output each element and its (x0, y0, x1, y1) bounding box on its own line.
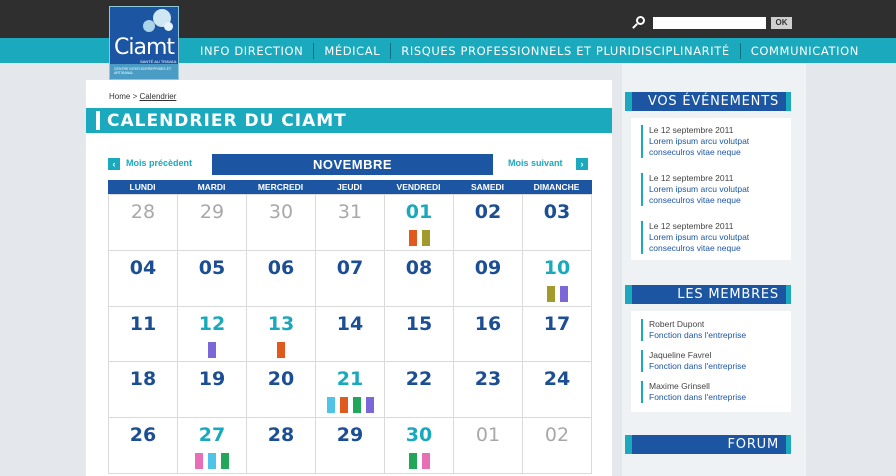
event-marker[interactable] (327, 397, 335, 413)
day-number: 30 (405, 424, 433, 447)
event-marker[interactable] (409, 453, 417, 469)
day-number: 29 (336, 424, 364, 447)
current-month: NOVEMBRE (212, 154, 493, 175)
event-marker[interactable] (208, 342, 216, 358)
calendar-day-cell[interactable] (109, 195, 177, 250)
header-accent (786, 435, 791, 454)
event-marker[interactable] (366, 397, 374, 413)
calendar-day-cell[interactable] (523, 418, 591, 473)
members-header (625, 285, 791, 304)
calendar-day-cell[interactable] (316, 418, 384, 473)
day-number: 12 (198, 312, 226, 335)
calendar-day-cell[interactable] (385, 418, 453, 473)
day-number: 30 (268, 201, 294, 223)
breadcrumb-current[interactable]: Calendrier (139, 92, 177, 101)
day-number: 15 (405, 312, 433, 335)
calendar-day-cell[interactable] (316, 307, 384, 362)
day-number: 03 (543, 201, 571, 223)
day-number: 19 (198, 368, 226, 391)
next-month-arrow-icon[interactable]: › (576, 158, 588, 170)
day-number: 09 (474, 256, 502, 279)
calendar-day-cell[interactable] (454, 418, 522, 473)
calendar-day-cell[interactable] (178, 418, 246, 473)
calendar-day-cell[interactable] (109, 307, 177, 362)
calendar-day-cell[interactable] (178, 362, 246, 417)
page-title: CALENDRIER DU CIAMT (107, 111, 347, 131)
day-number: 04 (129, 256, 157, 279)
member-item[interactable] (641, 350, 786, 372)
event-marker[interactable] (409, 230, 417, 246)
day-number: 28 (130, 201, 156, 223)
header-accent (625, 285, 632, 304)
events-header (625, 92, 791, 111)
header-accent (786, 92, 791, 111)
weekday-label: MERCREDI (257, 182, 304, 192)
calendar-day-cell[interactable] (385, 251, 453, 306)
event-date: Le 12 septembre 2011 (649, 125, 734, 135)
calendar-day-cell[interactable] (385, 362, 453, 417)
weekday-label: SAMEDI (470, 182, 505, 192)
calendar-day-cell[interactable] (454, 362, 522, 417)
event-marker[interactable] (422, 230, 430, 246)
member-name: Jaqueline Favrel (649, 350, 712, 360)
event-date: Le 12 septembre 2011 (649, 173, 734, 183)
calendar-day-cell[interactable] (109, 362, 177, 417)
header-accent (625, 92, 632, 111)
event-marker[interactable] (208, 453, 216, 469)
event-text[interactable]: Lorem ipsum arcu volutpat conseculros vitae neque (649, 136, 750, 157)
month-navigation (108, 154, 589, 175)
logo-bubble (164, 22, 173, 31)
weekday-label: LUNDI (129, 182, 156, 192)
day-number: 16 (474, 312, 502, 335)
nav-item-communication[interactable]: COMMUNICATION (750, 43, 859, 58)
day-number: 10 (543, 256, 571, 279)
title-accent (96, 111, 100, 130)
member-role[interactable]: Fonction dans l'entreprise (649, 392, 747, 402)
page-title-bar (86, 108, 612, 133)
calendar-day-cell[interactable] (523, 195, 591, 250)
event-marker[interactable] (340, 397, 348, 413)
forum-header[interactable] (625, 435, 791, 454)
members-box (631, 311, 791, 412)
day-number: 17 (543, 312, 571, 335)
day-number: 28 (267, 424, 295, 447)
event-markers (178, 453, 246, 469)
calendar-day-cell[interactable] (109, 418, 177, 473)
calendar-day-cell[interactable] (178, 251, 246, 306)
weekday-label: DIMANCHE (533, 182, 580, 192)
day-number: 05 (198, 256, 226, 279)
day-number: 20 (267, 368, 295, 391)
ciamt-logo[interactable] (109, 6, 179, 80)
events-title: VOS ÉVÉNEMENTS (647, 94, 779, 109)
day-number: 11 (129, 312, 157, 335)
calendar-day-cell[interactable] (385, 195, 453, 250)
header-accent (786, 285, 791, 304)
member-item[interactable] (641, 381, 786, 403)
member-item[interactable] (641, 319, 786, 341)
event-marker[interactable] (422, 453, 430, 469)
day-number: 24 (543, 368, 571, 391)
breadcrumb-home[interactable]: Home (109, 92, 131, 101)
calendar-day-cell[interactable] (109, 251, 177, 306)
search-input[interactable] (653, 17, 766, 29)
calendar-weekday-header (108, 180, 592, 194)
next-month-link[interactable]: Mois suivant (508, 158, 563, 168)
day-number: 01 (475, 424, 501, 447)
event-text[interactable]: Lorem ipsum arcu volutpat conseculros vitae neque (649, 184, 750, 205)
event-marker[interactable] (221, 453, 229, 469)
event-item[interactable] (641, 173, 786, 206)
events-box (631, 118, 791, 260)
event-item[interactable] (641, 125, 786, 158)
weekday-label: JEUDI (336, 182, 363, 192)
day-number: 29 (199, 201, 225, 223)
event-markers (385, 230, 453, 246)
nav-item-risques[interactable]: RISQUES PROFESSIONNELS ET PLURIDISCIPLINARITÉ (391, 43, 740, 59)
event-markers (247, 342, 315, 358)
breadcrumb-separator: > (132, 92, 138, 101)
day-number: 27 (198, 424, 226, 447)
calendar-day-cell[interactable] (247, 362, 315, 417)
event-markers (385, 453, 453, 469)
calendar-day-cell[interactable] (454, 307, 522, 362)
event-marker[interactable] (560, 286, 568, 302)
day-number: 01 (405, 201, 433, 223)
calendar-day-cell[interactable] (454, 251, 522, 306)
calendar-grid (108, 194, 592, 474)
search-ok-button[interactable]: OK (771, 17, 792, 29)
member-name: Robert Dupont (649, 319, 705, 329)
prev-month-link[interactable]: Mois précèdent (126, 158, 193, 168)
event-date: Le 12 septembre 2011 (649, 221, 734, 231)
breadcrumb (109, 92, 176, 101)
calendar-day-cell[interactable] (247, 251, 315, 306)
calendar-day-cell[interactable] (454, 195, 522, 250)
logo-bubble (143, 20, 155, 32)
event-marker[interactable] (195, 453, 203, 469)
member-name: Maxime Grinsell (649, 381, 710, 391)
member-role[interactable]: Fonction dans l'entreprise (649, 361, 747, 371)
calendar-day-cell[interactable] (523, 362, 591, 417)
calendar-day-cell[interactable] (385, 307, 453, 362)
day-number: 22 (405, 368, 433, 391)
calendar-day-cell[interactable] (247, 307, 315, 362)
prev-month-arrow-icon[interactable]: ‹ (108, 158, 120, 170)
members-title: LES MEMBRES (677, 287, 779, 302)
event-marker[interactable] (353, 397, 361, 413)
day-number: 02 (544, 424, 570, 447)
main-nav (190, 38, 869, 63)
search-icon (632, 16, 646, 30)
calendar-day-cell[interactable] (316, 251, 384, 306)
event-text[interactable]: Lorem ipsum arcu volutpat conseculros vitae neque (649, 232, 750, 253)
event-marker[interactable] (547, 286, 555, 302)
calendar-day-cell[interactable] (523, 307, 591, 362)
header-accent (625, 435, 632, 454)
day-number: 21 (336, 368, 364, 391)
day-number: 23 (474, 368, 502, 391)
calendar-day-cell[interactable] (178, 195, 246, 250)
day-number: 07 (336, 256, 364, 279)
day-number: 02 (474, 201, 502, 223)
event-item[interactable] (641, 221, 786, 254)
nav-item-info-direction[interactable]: INFO DIRECTION (190, 43, 314, 59)
calendar-day-cell[interactable] (316, 362, 384, 417)
weekday-label: VENDREDI (396, 182, 441, 192)
day-number: 14 (336, 312, 364, 335)
event-markers (178, 342, 246, 358)
logo-name: Ciamt (114, 35, 175, 60)
event-markers (316, 397, 384, 413)
day-number: 31 (337, 201, 363, 223)
calendar-day-cell[interactable] (178, 307, 246, 362)
day-number: 13 (267, 312, 295, 335)
day-number: 08 (405, 256, 433, 279)
logo-tagline: SANTÉ AU TRAVAIL (140, 59, 177, 64)
calendar-day-cell[interactable] (523, 251, 591, 306)
logo-subtitle: CENTRE INTER-ENTREPRISES ET ARTISANAL (110, 64, 178, 79)
day-number: 26 (129, 424, 157, 447)
calendar-day-cell[interactable] (316, 195, 384, 250)
weekday-label: MARDI (197, 182, 226, 192)
calendar-day-cell[interactable] (247, 195, 315, 250)
calendar-day-cell[interactable] (247, 418, 315, 473)
event-markers (523, 286, 591, 302)
event-marker[interactable] (277, 342, 285, 358)
forum-title[interactable]: FORUM (727, 437, 779, 452)
day-number: 06 (267, 256, 295, 279)
member-role[interactable]: Fonction dans l'entreprise (649, 330, 747, 340)
nav-item-medical[interactable]: MÉDICAL (314, 43, 391, 59)
day-number: 18 (129, 368, 157, 391)
